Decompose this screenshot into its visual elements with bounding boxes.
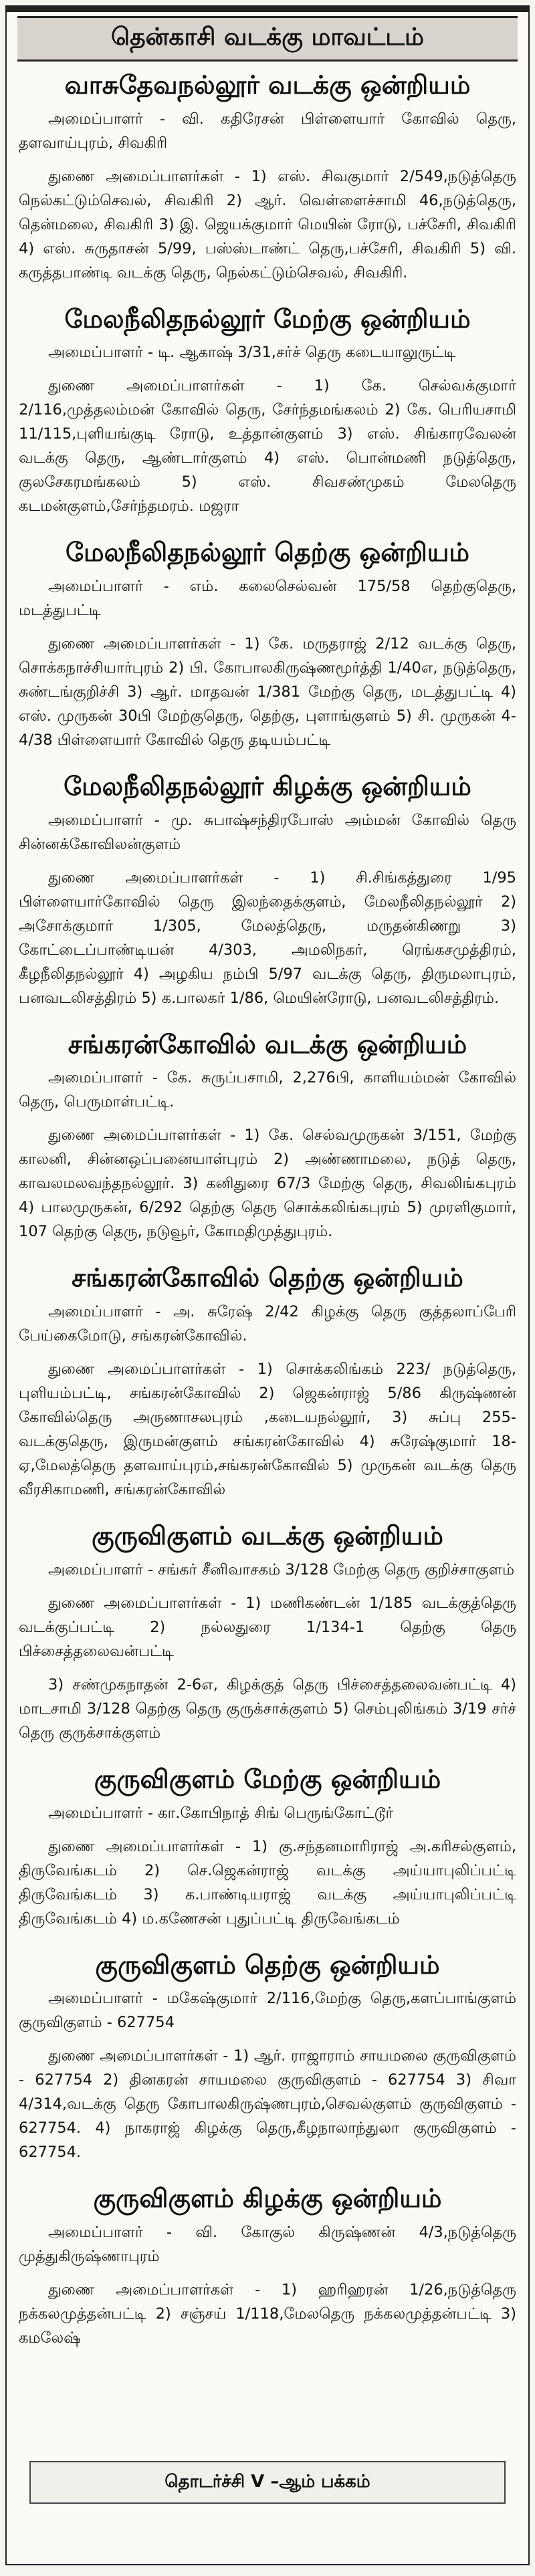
union-heading: சங்கரன்கோவில் வடக்கு ஒன்றியம் bbox=[68, 1029, 467, 1059]
union-heading: மேலநீலிதநல்லூர் கிழக்கு ஒன்றியம் bbox=[64, 772, 471, 802]
deputy-organizers-text: துணை அமைப்பாளர்கள் - 1) சொக்கலிங்கம் 223/ நடுத்தெரு, புளியம்பட்டி, சங்கரன்கோவில் 2) ஜெகன்ராஜ் 5/86 கிருஷ்ணன் கோவில்தெரு அருணாசலபுரம் ,கடையநல்லூர், 3) சுப்பு 255-வடக்குதெரு, இருமன்குளம் சங்கரன்கோவில் 4) சுரேஷ்குமார் 18-ஏ,மேலத்தெரு தளவாய்புரம்,சங்கரன்கோவில் 5) முருகன் வடக்கு தெரு வீரசிகாமணி, சங்கரன்கோவில் bbox=[19, 1361, 516, 1499]
organizer-text: அமைப்பாளர் - சங்கர் சீனிவாசகம் 3/128 மேற்கு தெரு குறிச்சாகுளம் bbox=[48, 1560, 515, 1578]
organizer-text: அமைப்பாளர் - மு. சுபாஷ்சந்திரபோஸ் அம்மன் கோவில் தெரு சின்னக்கோவிலன்குளம் bbox=[19, 811, 516, 853]
deputy-organizers-text: துணை அமைப்பாளர்கள் - 1) கே. செல்வக்குமார் 2/116,முத்தலம்மன் கோவில் தெரு, சேர்ந்தமங்கலம் 2) கே. பெரியசாமி 11/115,புளியங்குடி ரோடு, உத்தான்குளம் 3) எஸ். சிங்காரவேலன் வடக்கு தெரு, ஆண்டார்குளம் 4) எஸ். பொன்மணி நடுத்தெரு, குலசேகரமங்கலம் 5) எஸ். சிவசண்முகம் மேலதெரு கடமன்குளம்,சேர்ந்தமரம். மஜரா bbox=[19, 377, 516, 515]
continued-box bbox=[29, 2461, 506, 2504]
district-banner bbox=[17, 16, 518, 62]
union-heading: குருவிகுளம் மேற்கு ஒன்றியம் bbox=[94, 1764, 441, 1794]
union-heading: குருவிகுளம் கிழக்கு ஒன்றியம் bbox=[93, 2184, 442, 2214]
deputy-organizers-text: துணை அமைப்பாளர்கள் - 1) கு.சந்தனமாரிராஜ் அ.கரிசல்குளம், திருவேங்கடம் 2) செ.ஜெகன்ராஜ் வடக்கு அய்யாபுலிப்பட்டி திருவேங்கடம் 3) க.பாண்டியராஜ் வடக்கு அய்யாபுலிப்பட்டி திருவேங்கடம் 4) ம.கணேசன் புதுப்பட்டி திருவேங்கடம் bbox=[19, 1837, 516, 1927]
union-heading: குருவிகுளம் தெற்கு ஒன்றியம் bbox=[95, 1950, 440, 1980]
union-section bbox=[7, 305, 528, 519]
union-section bbox=[7, 1951, 528, 2165]
deputy-organizers-text: துணை அமைப்பாளர்கள் - 1) ஆர். ராஜாராம் சாயமலை குருவிகுளம் - 627754 2) தினகரன் சாயமலை குருவிகுளம் - 627754 3) சிவா 4/314,வடக்கு தெரு கோபாலகிருஷ்ணபுரம்,செவல்குளம் குருவிகுளம் - 627754. 4) நாகராஜ் கிழக்கு தெரு,கீழநாலாந்துலா குருவிகுளம் - 627754. bbox=[19, 2047, 516, 2161]
union-section bbox=[7, 1264, 528, 1502]
deputy-organizers-text: துணை அமைப்பாளர்கள் - 1) சி.சிங்கத்துரை 1/95 பிள்ளையார்கோவில் தெரு இலந்தைக்குளம், மேலநீலிதநல்லூர் 2) அசோக்குமார் 1/305, மேலத்தெரு, மருதன்கிணறு 3) கோட்டைப்பாண்டியன் 4/303, அமலிநகர், ரெங்கசமுத்திரம், கீழநீலிதநல்லூர் 4) அழகிய நம்பி 5/97 வடக்கு தெரு, திருமலாபுரம், பனவடலிசத்திரம் 5) க.பாலகர் 1/86, மெயின்ரோடு, பனவடலிசத்திரம். bbox=[19, 868, 516, 1007]
deputy-organizers-text: துணை அமைப்பாளர்கள் - 1) எஸ். சிவகுமார் 2/549,நடுத்தெரு நெல்கட்டும்செவல், சிவகிரி 2) ஆர். வெள்ளைச்சாமி 46,நடுத்தெரு, தென்மலை, சிவகிரி 3) இ. ஜெயக்குமார் மெயின் ரோடு, பச்சேரி, சிவகிரி 4) எஸ். சுருதாசன் 5/99, பஸ்ஸ்டாண்ட் தெரு,பச்சேரி, சிவகிரி 5) வி. கருத்தபாண்டி வடக்கு தெரு, நெல்கட்டும்செவல், சிவகிரி. bbox=[19, 167, 516, 281]
newspaper-page bbox=[5, 5, 530, 2565]
deputy-organizers-text: துணை அமைப்பாளர்கள் - 1) கே. மருதராஜ் 2/12 வடக்கு தெரு, சொக்கநாச்சியார்புரம் 2) பி. கோபாலகிருஷ்ணமூர்த்தி 1/40எ, நடுத்தெரு, சுண்டங்குறிச்சி 3) ஆர். மாதவன் 1/381 மேற்கு தெரு, மடத்துபட்டி 4) எஸ். முருகன் 30பி மேற்குதெரு, தெற்கு, புளாங்குளம் 5) சி. முருகன் 4-4/38 பிள்ளையார் கோவில் தெரு தடியம்பட்டி bbox=[19, 635, 516, 749]
union-section bbox=[7, 71, 528, 285]
organizer-text: அமைப்பாளர் - கே. சுருப்பசாமி, 2,276பி, காளியம்மன் கோவில் தெரு, பெருமாள்பட்டி. bbox=[19, 1069, 516, 1111]
union-section bbox=[7, 538, 528, 752]
organizer-text: அமைப்பாளர் - வி. கோகுல் கிருஷ்ணன் 4/3,நடுத்தெரு முத்துகிருஷ்ணாபுரம் bbox=[19, 2223, 516, 2265]
organizer-text: அமைப்பாளர் - எம். கலைசெல்வன் 175/58 தெற்குதெரு, மடத்துபட்டி bbox=[19, 578, 516, 620]
union-heading: மேலநீலிதநல்லூர் மேற்கு ஒன்றியம் bbox=[64, 304, 471, 334]
union-section bbox=[7, 1522, 528, 1745]
district-title: தென்காசி வடக்கு மாவட்டம் bbox=[111, 23, 424, 51]
union-section bbox=[7, 1765, 528, 1931]
organizer-text: அமைப்பாளர் - மகேஷ்குமார் 2/116,மேற்கு தெரு,களப்பாங்குளம் குருவிகுளம் - 627754 bbox=[19, 1990, 516, 2032]
organizer-text: அமைப்பாளர் - வி. கதிரேசன் பிள்ளையார் கோவில் தெரு, தளவாய்புரம், சிவகிரி bbox=[19, 110, 516, 152]
union-heading: வாசுதேவநல்லூர் வடக்கு ஒன்றியம் bbox=[64, 70, 471, 100]
top-rule bbox=[7, 7, 528, 12]
union-heading: சங்கரன்கோவில் தெற்கு ஒன்றியம் bbox=[72, 1263, 463, 1293]
union-heading: மேலநீலிதநல்லூர் தெற்கு ஒன்றியம் bbox=[66, 538, 469, 568]
union-sections bbox=[7, 71, 528, 2350]
deputy-organizers-text: துணை அமைப்பாளர்கள் - 1) மணிகண்டன் 1/185 வடக்குத்தெரு வடக்குப்பட்டி 2) நல்லதுரை 1/134-1 தெற்கு தெரு பிச்சைத்தலைவன்பட்டி bbox=[19, 1594, 516, 1660]
organizer-text: அமைப்பாளர் - டி. ஆகாஷ் 3/31,சர்ச் தெரு கடையாலுருட்டி bbox=[48, 344, 456, 362]
union-section bbox=[7, 1030, 528, 1244]
deputy-organizers-text: துணை அமைப்பாளர்கள் - 1) கே. செல்வமுருகன் 3/151, மேற்கு காலனி, சின்னஒப்பனையாள்புரம் 2) அண்ணாமலை, நடுத் தெரு, காவலமலவந்தநல்லூர். 3) கனிதுரை 67/3 மேற்கு தெரு, சிவலிங்கபுரம் 4) பாலமுருகன், 6/292 தெற்கு தெரு சொக்கலிங்கபுரம் 5) முரளிகுமார், 107 தெற்கு தெரு, நடுவூர், கோமதிமுத்துபுரம். bbox=[19, 1127, 516, 1241]
union-heading: குருவிகுளம் வடக்கு ஒன்றியம் bbox=[92, 1521, 443, 1551]
organizer-text: அமைப்பாளர் - அ. சுரேஷ் 2/42 கிழக்கு தெரு குத்தலாப்பேரி பேய்கைமோடு, சங்கரன்கோவில். bbox=[19, 1303, 516, 1345]
union-section bbox=[7, 772, 528, 1010]
continued-label: தொடர்ச்சி V –ஆம் பக்கம் bbox=[165, 2471, 370, 2492]
deputy-organizers-text: துணை அமைப்பாளர்கள் - 1) ஹரிஹரன் 1/26,நடுத்தெரு நக்கலமுத்தன்பட்டி 2) சஞ்சய் 1/118,மேலதெரு நக்கலமுத்தன்பட்டி 3) கமலேஷ் bbox=[19, 2280, 516, 2347]
organizer-text: அமைப்பாளர் - கா.கோபிநாத் சிங் பெருங்கோட்டூர் bbox=[48, 1804, 394, 1822]
deputy-organizers-text: 3) சண்முகநாதன் 2-6எ, கிழக்குத் தெரு பிச்சைத்தலைவன்பட்டி 4) மாடசாமி 3/128 தெற்கு தெரு குருக்சாக்குளம் 5) செம்புலிங்கம் 3/19 சர்ச் தெரு குருக்சாக்குளம் bbox=[19, 1675, 516, 1742]
union-section bbox=[7, 2184, 528, 2350]
